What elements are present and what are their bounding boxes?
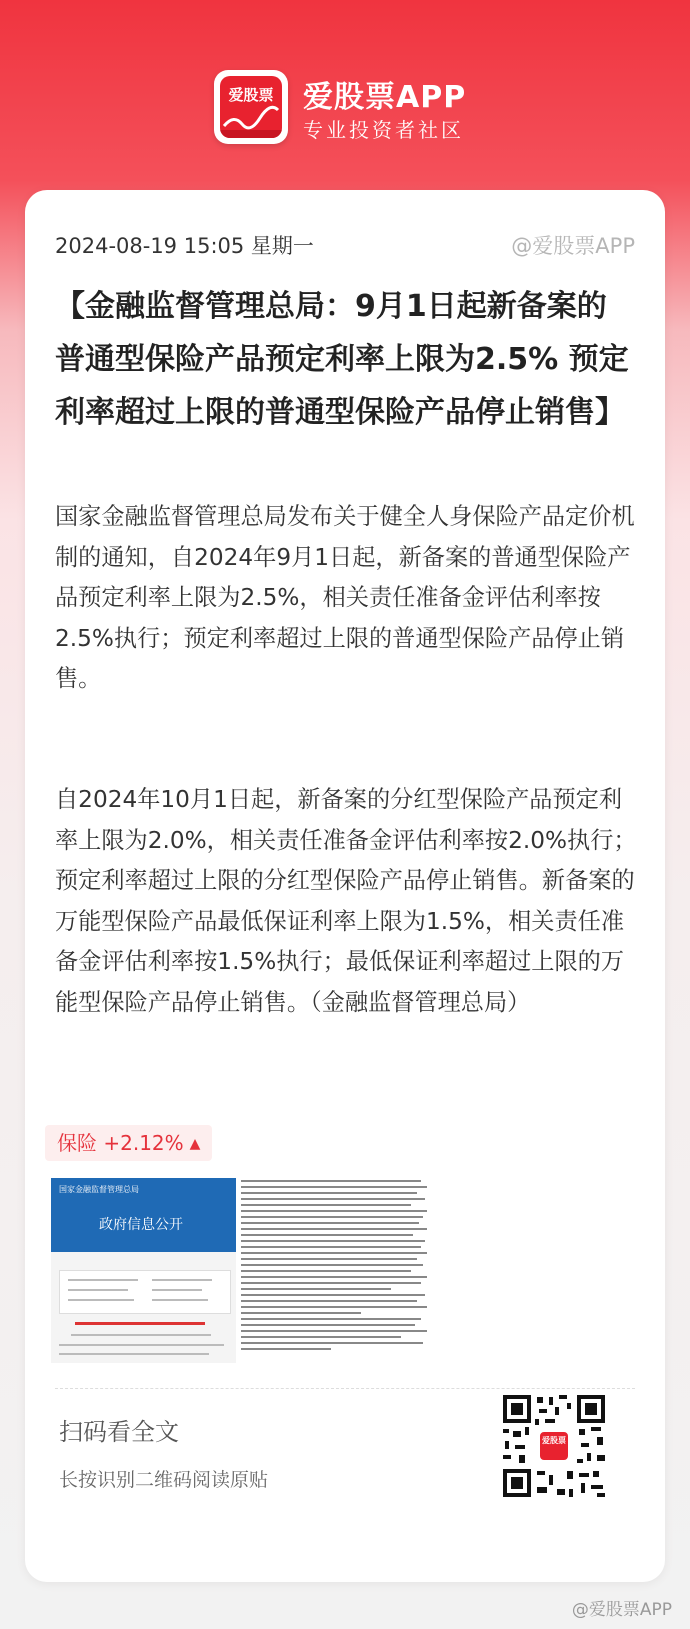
image-banner-title: 国家金融监督管理总局 bbox=[59, 1185, 139, 1194]
scan-title: 扫码看全文 bbox=[59, 1418, 179, 1446]
article-image-left bbox=[51, 1178, 236, 1363]
chart-wave-icon bbox=[220, 104, 282, 138]
image-banner-main: 政府信息公开 bbox=[99, 1217, 183, 1233]
up-arrow-icon: ▲ bbox=[189, 1136, 201, 1152]
post-datetime: 2024-08-19 15:05 星期一 bbox=[55, 234, 314, 258]
article-image[interactable] bbox=[51, 1178, 431, 1363]
post-paragraph-1: 国家金融监督管理总局发布关于健全人身保险产品定价机制的通知，自2024年9月1日起，新备案的普通型保险产品预定利率上限为2.5%，相关责任准备金评估利率按2.5%执行；预定利率超过上限的普通型保险产品停止销售。 bbox=[55, 503, 635, 692]
image-info-box bbox=[59, 1270, 231, 1314]
stock-tag[interactable] bbox=[45, 1125, 212, 1161]
footer-divider bbox=[55, 1388, 635, 1389]
logo-text: 爱股票 bbox=[228, 86, 274, 104]
qr-logo: 爱股票 bbox=[538, 1430, 570, 1462]
app-slogan: 专业投资者社区 bbox=[303, 118, 464, 142]
post-card bbox=[25, 190, 665, 1582]
watermark: @爱股票APP bbox=[571, 1600, 672, 1620]
scan-subtitle: 长按识别二维码阅读原贴 bbox=[59, 1469, 269, 1491]
article-image-right bbox=[241, 1180, 431, 1360]
app-name: 爱股票APP bbox=[303, 80, 467, 115]
app-logo bbox=[214, 70, 288, 144]
app-header bbox=[0, 0, 690, 190]
stock-tag-label: 保险 +2.12% bbox=[57, 1131, 184, 1155]
post-source: @爱股票APP bbox=[511, 234, 635, 258]
qr-code[interactable] bbox=[501, 1393, 607, 1499]
post-paragraph-2: 自2024年10月1日起，新备案的分红型保险产品预定利率上限为2.0%，相关责任准备金评估利率按2.0%执行；预定利率超过上限的分红型保险产品停止销售。新备案的万能型保险产品最低保证利率上限为1.5%，相关责任准备金评估利率按1.5%执行；最低保证利率超过上限的万能型保险产品停止销售。（金融监督管理总局） bbox=[55, 786, 637, 1016]
image-red-rule bbox=[75, 1322, 205, 1325]
post-title: 【金融监督管理总局：9月1日起新备案的普通型保险产品预定利率上限为2.5% 预定利率超过上限的普通型保险产品停止销售】 bbox=[55, 289, 629, 430]
image-banner bbox=[51, 1178, 236, 1252]
